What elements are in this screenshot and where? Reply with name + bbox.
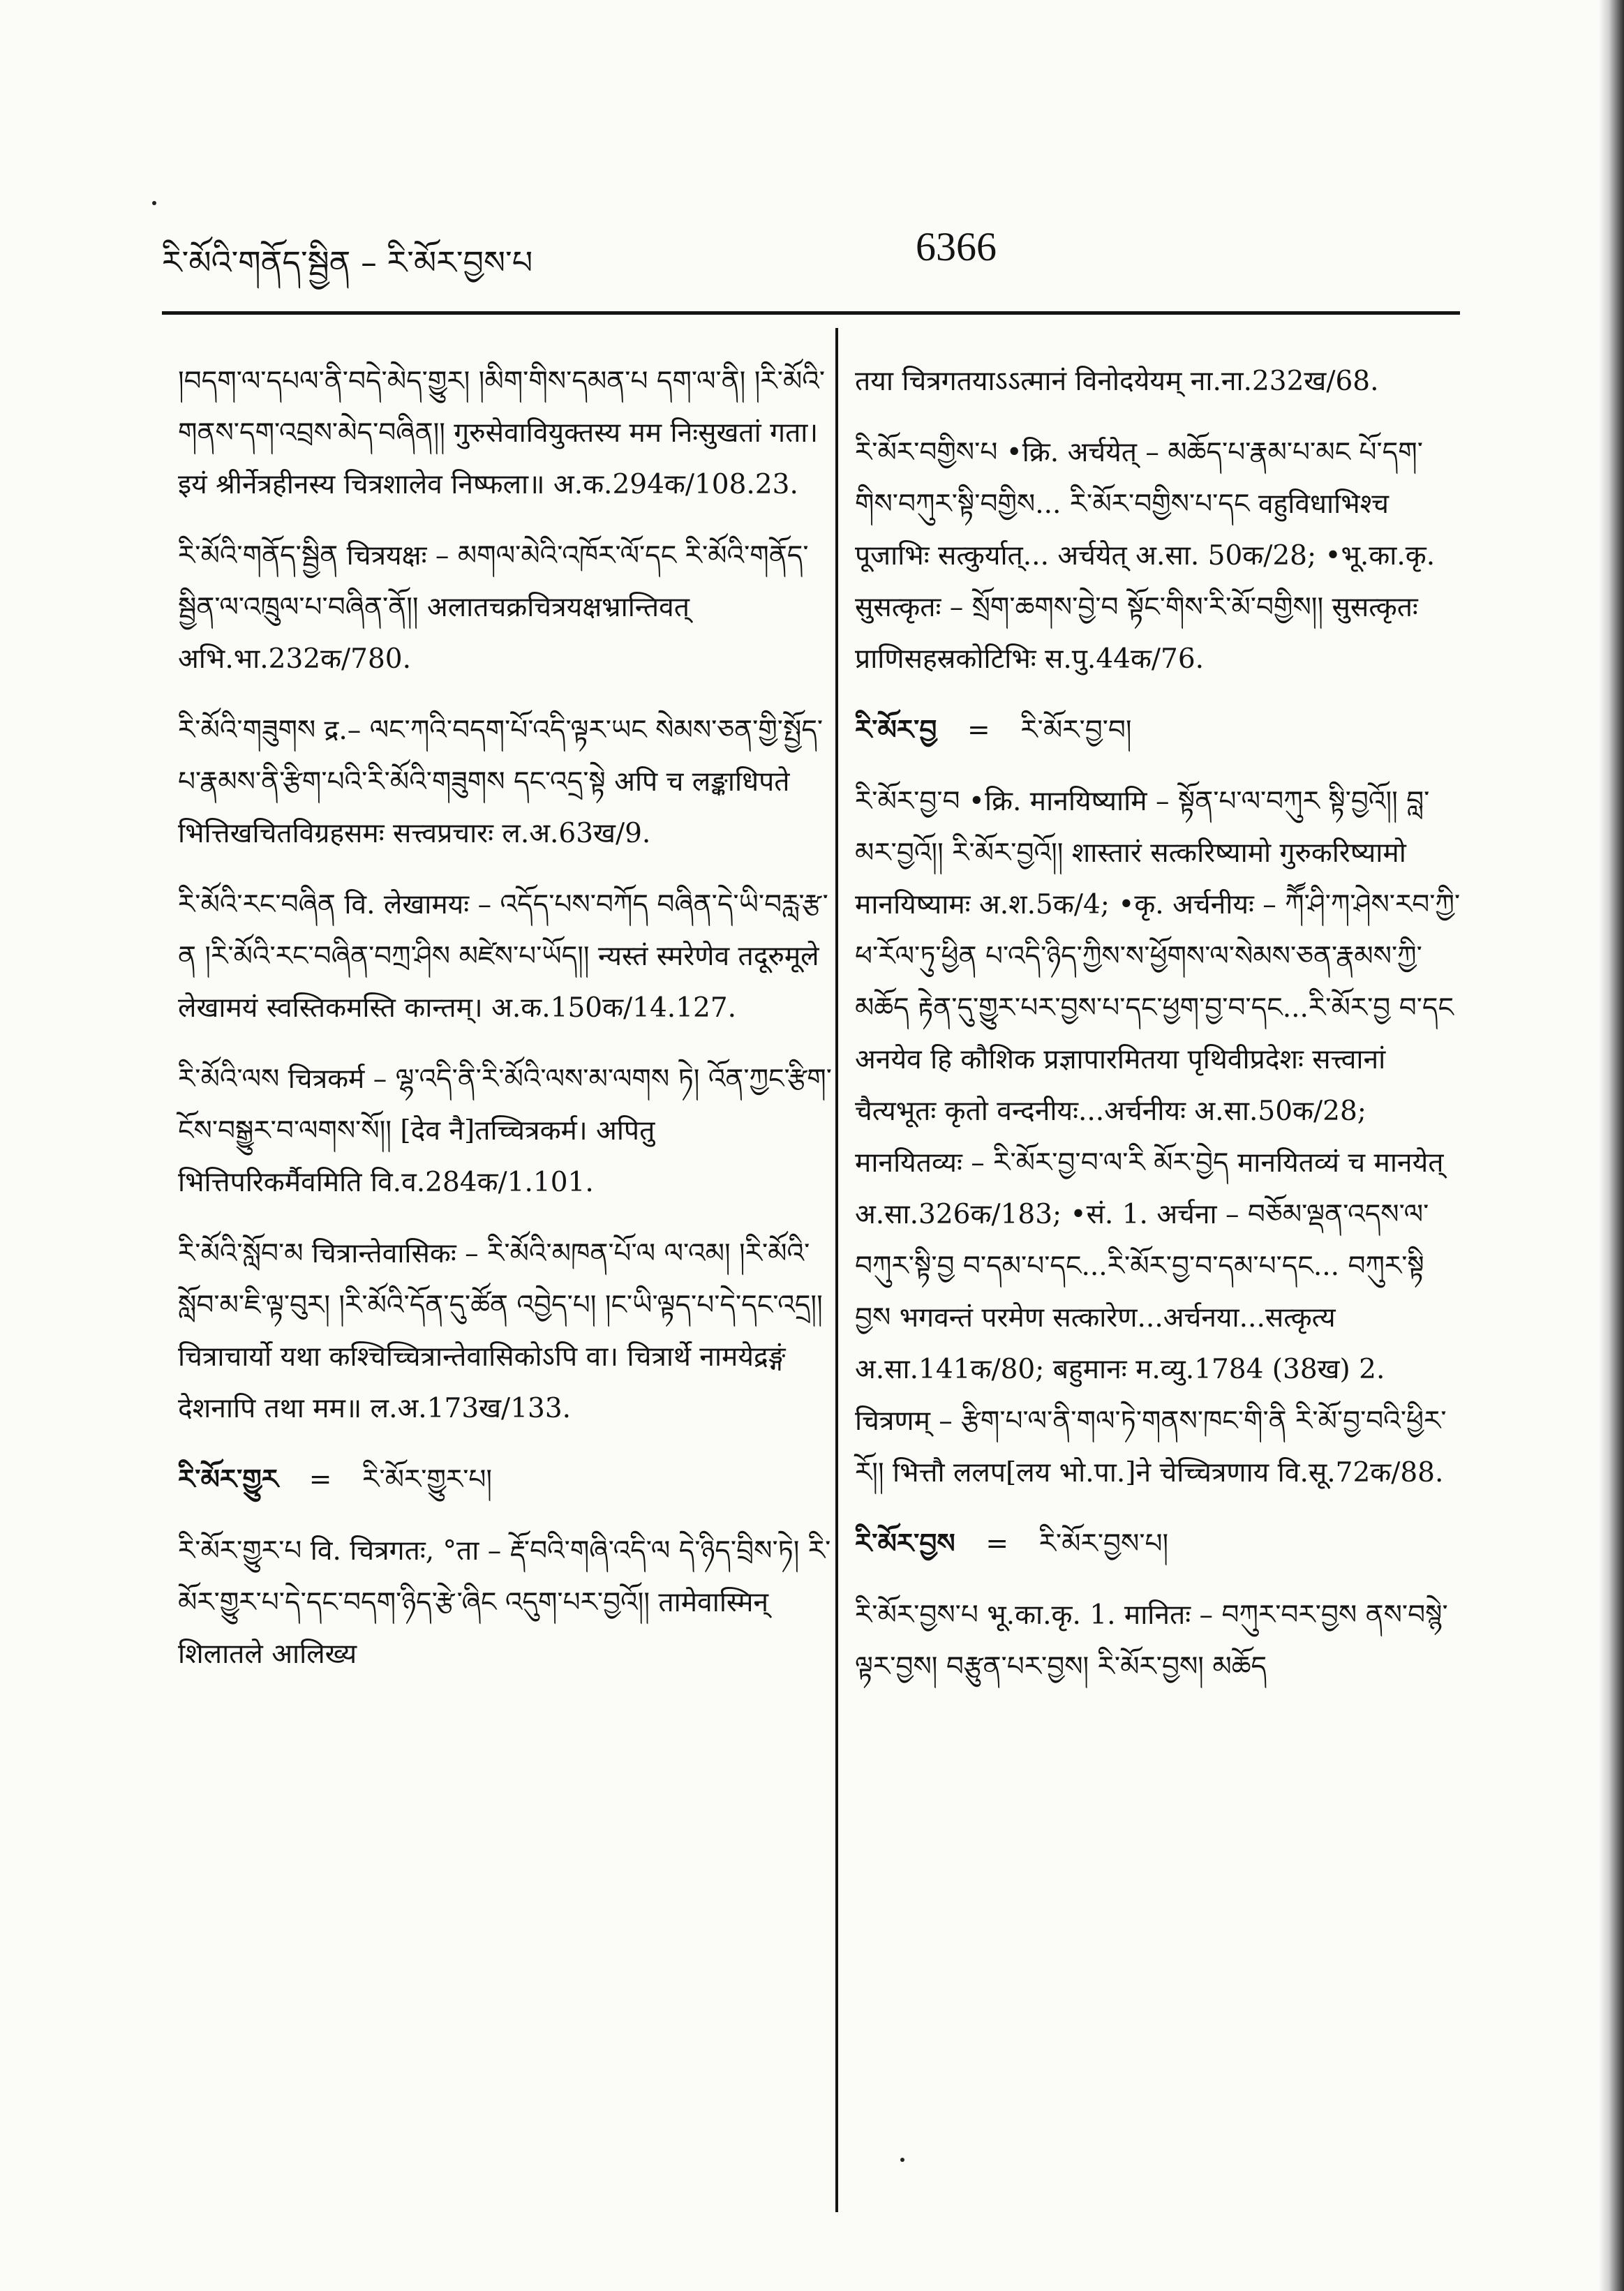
entry: [178, 705, 834, 860]
scan-edge-shadow: [1599, 0, 1624, 2291]
entry-text: རི་མོའི་རང་བཞིན वि. लेखामयः – འདོད་པས་བཀོད བཞིན་དེ་ཡི་བརླ་རྩ་ན །རི་མོའི་རང་བཞིན་བཀྲ་ཤིས མཛེས་པ་ཡོད།། न्यस्तं स्मरेणेव तदूरुमूले लेखामयं स्वस्तिकमस्ति कान्तम्। अ.क.150क/14.127.: [178, 889, 828, 1024]
headword: རི་མོར་གྱུར: [178, 1464, 279, 1495]
equals-sign: =: [308, 1464, 332, 1495]
header-rule: [162, 311, 1460, 315]
entry-text: རི་མོའི་སློབ་མ चित्रान्तेवासिकः – རི་མོའི་མཁན་པོ་ལ ལ་འམ། །རི་མོའི་སློབ་མ་ཇི་ལྟ་བུར། །རི་མོའི་དོན་དུ་ཚོན འབྱེད་པ། །ང་ཡི་ལྟད་པ་དེ་དང་འདྲ།། चित्राचार्यो यथा कश्चिच्चित्रान्तेवासिकोऽपि वा। चित्रार्थे नामयेद्रङ्गं देशनापि तथा मम॥ ल.अ.173ख/133.: [178, 1238, 823, 1424]
cross-reference-entry: [178, 1454, 834, 1506]
reference-target: རི་མོར་བྱ་བ།: [1020, 715, 1132, 746]
reference-target: རི་མོར་བྱས་པ།: [1038, 1528, 1169, 1560]
equals-sign: =: [985, 1528, 1009, 1560]
entry: [178, 1228, 834, 1435]
entry: [855, 427, 1462, 685]
page-number: 6366: [916, 224, 997, 269]
entry-text: རི་མོའི་ལས चित्रकर्म – ལྷ་འདི་ནི་རི་མོའི་ལས་མ་ལགས ཏེ། འོན་ཀྱང་རྩིག་ངོས་བསྒྱུར་བ་ལགས་སོ།། [देव नै]तच्चित्रकर्म। अपितु भित्तिपरिकर्मैवमिति वि.व.284क/1.101.: [178, 1064, 832, 1198]
entry: [855, 356, 1462, 408]
entry-text: །བདག་ལ་དཔལ་ནི་བདེ་མེད་གྱུར། །མིག་གིས་དམན་པ དག་ལ་ནི། །རི་མོའི་གནས་དག་འབྲས་མེད་བཞིན།། गुरुसेवावियुक्तस्य मम निःसुखतां गता। इयं श्रीर्नेत्रहीनस्य चित्रशालेव निष्फला॥ अ.क.294क/108.23.: [178, 366, 826, 500]
left-column: [178, 356, 834, 1700]
entry: [855, 776, 1462, 1499]
scan-speck: [900, 2158, 904, 2162]
entry-text: རི་མོར་བགྱིས་པ •क्रि. अर्चयेत् – མཆོད་པ་རྣམ་པ་མང པོ་དག་གིས་བཀུར་སྟི་བགྱིས... རི་མོར་བགྱིས་པ་དང वहुविधाभिश्च पूजाभिः सत्कुर्यात्... अर्चयेत् अ.सा. 50क/28; •भू.का.कृ. सुसत्कृतः – སྲོག་ཆགས་བྱེ་བ སྟོང་གིས་རི་མོ་བགྱིས།། सुसत्कृतः प्राणिसहस्रकोटिभिः स.पु.44क/76.: [855, 437, 1436, 675]
cross-reference-entry: [855, 1518, 1462, 1570]
entry-text: རི་མོའི་གནོད་སྦྱིན चित्रयक्षः – མགལ་མེའི་འཁོར་ལོ་དང རི་མོའི་གནོད་སྦྱིན་ལ་འཁྲུལ་པ་བཞིན་ནོ།། अलातचक्रचित्रयक्षभ्रान्तिवत् अभि.भा.232क/780.: [178, 540, 809, 675]
entry: [178, 1525, 834, 1680]
entry: [178, 356, 834, 511]
entry: [178, 879, 834, 1034]
entry-text: རི་མོར་བྱ་བ •क्रि. मानयिष्यामि – སྟོན་པ་ལ་བཀུར སྟི་བྱའོ།། བླ་མར་བྱའོ།། རི་མོར་བྱའོ།། शास्तारं सत्करिष्यामो गुरुकरिष्यामो मानयिष्यामः अ.श.5क/4; •कृ. अर्चनीयः – ཀཽ་ཤི་ཀ་ཤེས་རབ་ཀྱི་ཕ་རོལ་ཏུ་ཕྱིན པ་འདི་ཉིད་ཀྱིས་ས་ཕྱོགས་ལ་སེམས་ཅན་རྣམས་ཀྱི་མཆོད རྟེན་དུ་གྱུར་པར་བྱས་པ་དང་ཕྱག་བྱ་བ་དང...རི་མོར་བྱ བ་དང अनयेव हि कौशिक प्रज्ञापारमितया पृथिवीप्रदेशः सत्त्वानां चैत्यभूतः कृतो वन्दनीयः...अर्चनीयः अ.सा.50क/28; मानयितव्यः – རི་མོར་བྱ་བ་ལ་རི མོར་བྱེད मानयितव्यं च मानयेत् अ.सा.326क/183; •सं. 1. अर्चना – བཅོམ་ལྡན་འདས་ལ་བཀུར་སྟི་བྱ བ་དམ་པ་དང...རི་མོར་བྱ་བ་དམ་པ་དང... བཀུར་སྟི བྱས भगवन्तं परमेण सत्कारेण...अर्चनया...सत्कृत्य अ.सा.141क/80; बहुमानः म.व्यु.1784 (38ख) 2. चित्रणम् – རྩིག་པ་ལ་ནི་གལ་ཏེ་གནས་ཁང་གི་ནི རི་མོ་བྱ་བའི་ཕྱིར་རོ།། भित्तौ ललप[लय भो.पा.]ने चेच्चित्रणाय वि.सू.72क/88.: [855, 786, 1461, 1488]
headword: རི་མོར་བྱ: [855, 715, 937, 746]
entry-text: རི་མོར་གྱུར་པ वि. चित्रगतः, °ता – རྡོ་བའི་གཞི་འདི་ལ དེ་ཉིད་བྲིས་ཏེ། རི་མོར་གྱུར་པ་དེ་དང་བདག་ཉིད་རྩེ་ཞིང འདུག་པར་བྱའོ།། तामेवास्मिन् शिलातले आलिख्य: [178, 1535, 831, 1670]
entry: [855, 1590, 1462, 1693]
column-divider: [835, 328, 838, 2212]
equals-sign: =: [967, 715, 990, 746]
entry-text: རི་མོའི་གཟུགས द्र.– ལང་ཀའི་བདག་པོ་འདི་ལྟར་ཡང སེམས་ཅན་གྱི་སྤྱོད་པ་རྣམས་ནི་རྩིག་པའི་རི་མོའི་གཟུགས དང་འདྲ་སྟེ अपि च लङ्काधिपते भित्तिखचितविग्रहसमः सत्त्वप्रचारः ल.अ.63ख/9.: [178, 715, 824, 849]
entry-text: तया चित्रगतयाऽऽत्मानं विनोदयेयम् ना.ना.232ख/68.: [855, 366, 1379, 397]
cross-reference-entry: [855, 705, 1462, 756]
scan-speck: [152, 201, 156, 205]
running-head: རི་མོའི་གནོད་སྦྱིན – རི་མོར་བྱས་པ: [162, 244, 533, 281]
entry: [178, 1054, 834, 1209]
reference-target: རི་མོར་གྱུར་པ།: [362, 1464, 493, 1495]
entry: [178, 530, 834, 685]
right-column: [855, 356, 1462, 1712]
page-header: [162, 223, 1460, 286]
entry-text: རི་མོར་བྱས་པ भू.का.कृ. 1. मानितः – བཀུར་བར་བྱས ནས་བསྙེ་ལྟར་བྱས། བརྩུན་པར་བྱས། རི་མོར་བྱས། མཆོད: [855, 1599, 1448, 1682]
headword: རི་མོར་བྱས: [855, 1528, 955, 1560]
